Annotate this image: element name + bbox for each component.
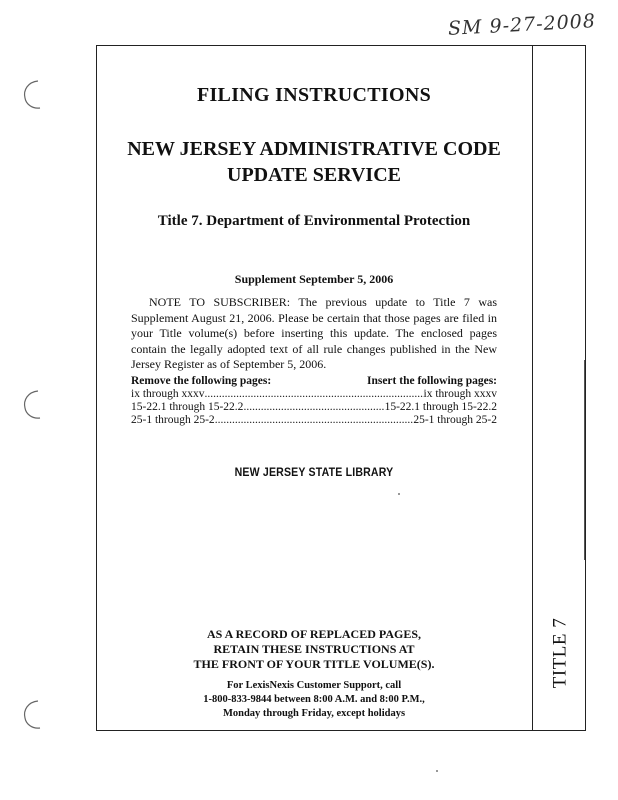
dot-leader — [243, 401, 384, 414]
library-stamp: NEW JERSEY STATE LIBRARY — [234, 465, 394, 479]
pages-table — [131, 374, 497, 427]
insert-range: 15-22.1 through 15-22.2 — [384, 401, 497, 413]
record-line: THE FRONT OF YOUR TITLE VOLUME(S). — [193, 657, 435, 671]
insert-range: ix through xxxv — [423, 388, 497, 400]
scan-speck — [398, 493, 400, 495]
dot-leader — [204, 388, 423, 401]
table-row — [131, 414, 497, 427]
remove-range: 15-22.1 through 15-22.2 — [131, 401, 244, 413]
remove-range: ix through xxxv — [131, 388, 205, 400]
handwritten-note: SM 9-27-2008 — [447, 10, 597, 40]
punch-hole-mark — [20, 388, 46, 422]
scan-line — [584, 360, 585, 560]
tab-label-text: TITLE 7 — [549, 617, 571, 689]
page-title: FILING INSTRUCTIONS — [196, 84, 432, 106]
title-section-heading: Title 7. Department of Environmental Protection — [157, 213, 471, 229]
table-row — [131, 388, 497, 401]
support-line: For LexisNexis Customer Support, call — [226, 680, 402, 691]
support-line: Monday through Friday, except holidays — [222, 708, 406, 719]
subscriber-note: NOTE TO SUBSCRIBER: The previous update to Title 7 was Supplement August 21, 2006. Please be certain that those pages are filed in your Title volume(s) before inserting this update. The enclosed pages contain the legally adopted text of all rule changes published in the New Jersey Register as of September 5, 2006. — [131, 295, 497, 371]
remove-range: 25-1 through 25-2 — [131, 414, 215, 426]
record-line: RETAIN THESE INSTRUCTIONS AT — [213, 642, 415, 656]
table-row — [131, 401, 497, 414]
punch-hole-mark — [20, 698, 46, 732]
page-subtitle — [96, 136, 532, 188]
remove-header: Remove the following pages: — [131, 375, 272, 387]
support-line: 1-800-833-9844 between 8:00 A.M. and 8:00 P.M., — [203, 694, 425, 705]
pages-table-header — [131, 374, 497, 388]
insert-header: Insert the following pages: — [366, 375, 497, 387]
record-instructions — [96, 627, 532, 672]
subtitle-line: NEW JERSEY ADMINISTRATIVE CODE — [127, 138, 501, 160]
punch-hole-mark — [20, 78, 46, 112]
title-tab — [536, 598, 584, 708]
customer-support-info — [96, 679, 532, 721]
scan-speck — [436, 770, 438, 772]
subtitle-line: UPDATE SERVICE — [227, 164, 401, 186]
insert-range: 25-1 through 25-2 — [413, 414, 497, 426]
dot-leader — [215, 414, 414, 427]
record-line: AS A RECORD OF REPLACED PAGES, — [206, 627, 422, 641]
supplement-heading: Supplement September 5, 2006 — [234, 272, 394, 286]
